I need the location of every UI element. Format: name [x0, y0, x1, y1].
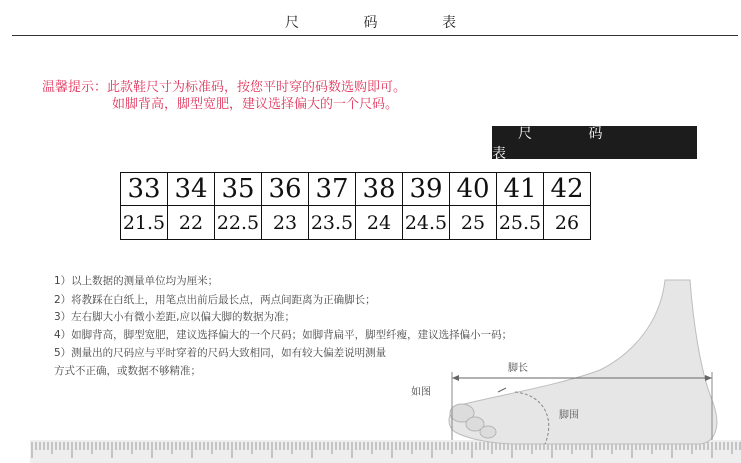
foot-length-cell: 21.5 — [121, 206, 168, 240]
note-line-2: 2）将教踩在白纸上，用笔点出前后最长点，两点间距离为正确脚长； — [54, 294, 376, 306]
foot-length-cell: 25 — [450, 206, 497, 240]
size-chart-banner: 尺 码 表 — [492, 126, 697, 159]
foot-length-cell: 23.5 — [309, 206, 356, 240]
eu-size-cell: 36 — [262, 173, 309, 206]
foot-length-cell: 24 — [356, 206, 403, 240]
eu-size-cell: 34 — [168, 173, 215, 206]
note-line-5: 5）测量出的尺码应与平时穿着的尺码大致相同，如有较大偏差说明测量 — [54, 347, 387, 359]
note-line-6: 方式不正确，或数据不够精准； — [54, 365, 201, 377]
length-arrow-right-head — [705, 375, 712, 381]
foot-length-cell: 25.5 — [497, 206, 544, 240]
length-arrow-left-head — [452, 375, 459, 381]
foot-length-cell: 26 — [544, 206, 591, 240]
note-line-1: 1）以上数据的测量单位均为厘米； — [54, 275, 219, 287]
eu-size-cell: 38 — [356, 173, 403, 206]
page-title: 尺 码 表 — [285, 15, 486, 31]
note-line-3: 3）左右脚大小有微小差距,应以偏大脚的数据为准； — [54, 311, 296, 323]
foot-length-cell: 24.5 — [403, 206, 450, 240]
foot-length-cell: 23 — [262, 206, 309, 240]
foot-outline — [449, 280, 717, 444]
tip-line-1: 温馨提示：此款鞋尺寸为标准码，按您平时穿的码数选购即可。 — [42, 80, 407, 95]
eu-size-cell: 35 — [215, 173, 262, 206]
eu-size-cell: 33 — [121, 173, 168, 206]
eu-size-cell: 41 — [497, 173, 544, 206]
foot-length-label: 脚长 — [508, 363, 528, 374]
eu-size-cell: 37 — [309, 173, 356, 206]
foot-length-cell: 22 — [168, 206, 215, 240]
as-shown-label: 如图 — [411, 387, 431, 398]
eu-size-cell: 40 — [450, 173, 497, 206]
foot-length-cell: 22.5 — [215, 206, 262, 240]
tip-line-2: 如脚背高，脚型宽肥，建议选择偏大的一个尺码。 — [112, 97, 399, 112]
toe-3 — [480, 426, 496, 438]
eu-size-cell: 42 — [544, 173, 591, 206]
eu-size-cell: 39 — [403, 173, 450, 206]
note-line-4: 4）如脚背高，脚型宽肥，建议选择偏大的一个尺码；如脚背扁平，脚型纤瘦，建议选择偏小一码； — [54, 329, 513, 341]
pointer-line — [498, 388, 506, 392]
foot-girth-label: 脚围 — [559, 410, 579, 421]
